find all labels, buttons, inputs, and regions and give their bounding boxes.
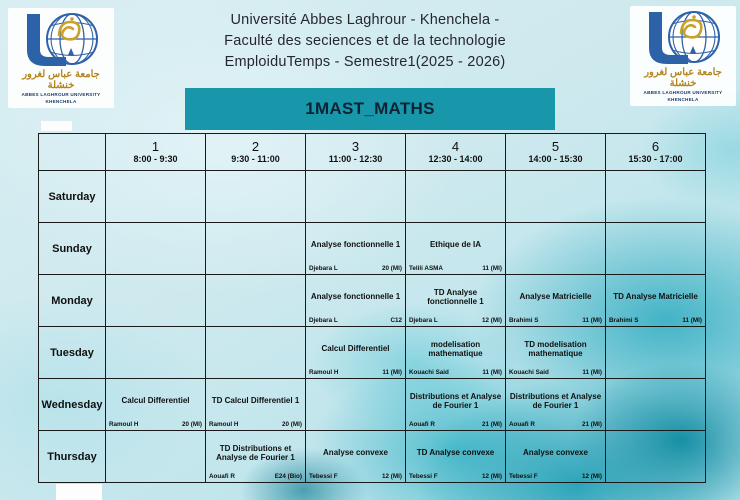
timetable-row xyxy=(39,275,706,327)
slot-header xyxy=(206,134,306,171)
slot-header xyxy=(306,134,406,171)
course-room: 20 (MI) xyxy=(382,265,402,272)
course-cell xyxy=(206,431,306,483)
title-line-3: EmploiduTemps - Semestre1(2025 - 2026) xyxy=(224,54,506,70)
empty-cell xyxy=(306,379,406,431)
course-meta xyxy=(209,473,302,480)
slot-header-row xyxy=(39,134,706,171)
course-title: Analyse fonctionnelle 1 xyxy=(310,240,401,249)
empty-cell xyxy=(106,275,206,327)
timetable-row xyxy=(39,327,706,379)
slot-time: 15:30 - 17:00 xyxy=(628,153,683,164)
course-title: TD Calcul Differentiel 1 xyxy=(211,396,300,405)
course-teacher: Telili ASMA xyxy=(409,265,443,272)
course-meta xyxy=(309,317,402,324)
course-teacher: Djebara L xyxy=(409,317,438,324)
course-cell xyxy=(206,379,306,431)
course-teacher: Tebessi F xyxy=(509,473,538,480)
course-room: E24 (Bio) xyxy=(274,473,302,480)
logo-arabic-text: جامعة عباس لغرور خنشلة xyxy=(644,67,722,89)
course-room: 21 (MI) xyxy=(582,421,602,428)
course-meta xyxy=(509,421,602,428)
course-room: 12 (MI) xyxy=(482,473,502,480)
day-label: Tuesday xyxy=(39,327,106,379)
slot-time: 14:00 - 15:30 xyxy=(528,153,583,164)
slot-time: 9:30 - 11:00 xyxy=(231,153,280,164)
course-room: 11 (MI) xyxy=(382,369,402,376)
course-title: Distributions et Analyse de Fourier 1 xyxy=(509,391,602,410)
course-title: Analyse convexe xyxy=(523,448,588,457)
course-cell xyxy=(306,431,406,483)
empty-cell xyxy=(506,223,606,275)
course-title: Analyse convexe xyxy=(323,448,388,457)
empty-cell xyxy=(606,327,706,379)
course-meta xyxy=(409,473,502,480)
course-teacher: Ramoul H xyxy=(309,369,339,376)
empty-cell xyxy=(606,223,706,275)
course-cell xyxy=(506,431,606,483)
slot-time: 11:00 - 12:30 xyxy=(328,153,383,164)
course-title: Calcul Differentiel xyxy=(121,396,190,405)
course-title: TD Analyse fonctionnelle 1 xyxy=(427,287,484,306)
day-label: Sunday xyxy=(39,223,106,275)
page-title xyxy=(150,10,580,73)
white-patch xyxy=(56,484,102,500)
course-meta xyxy=(509,369,602,376)
course-room: 11 (MI) xyxy=(582,369,602,376)
university-logo-left xyxy=(8,8,114,108)
day-label: Monday xyxy=(39,275,106,327)
title-line-1: Université Abbes Laghrour - Khenchela - xyxy=(230,12,500,28)
empty-cell xyxy=(606,171,706,223)
course-meta xyxy=(409,265,502,272)
course-title: Distributions et Analyse de Fourier 1 xyxy=(409,391,502,410)
course-room: 11 (MI) xyxy=(582,317,602,324)
course-teacher: Tebessi F xyxy=(409,473,438,480)
empty-cell xyxy=(106,431,206,483)
course-teacher: Aouafi R xyxy=(509,421,535,428)
empty-cell xyxy=(106,223,206,275)
course-meta xyxy=(309,369,402,376)
timetable xyxy=(38,133,706,483)
university-emblem-icon xyxy=(637,9,729,67)
slot-number: 2 xyxy=(251,138,260,154)
course-meta xyxy=(209,421,302,428)
slot-number: 5 xyxy=(551,138,560,154)
class-banner xyxy=(185,88,555,130)
empty-cell xyxy=(306,171,406,223)
logo-caption: ABBES LAGHROUR UNIVERSITY KHENCHELA xyxy=(643,90,723,102)
course-cell xyxy=(506,327,606,379)
slot-header xyxy=(406,134,506,171)
timetable-row xyxy=(39,171,706,223)
course-meta xyxy=(509,317,602,324)
course-title: Analyse Matricielle xyxy=(519,292,592,301)
empty-cell xyxy=(606,431,706,483)
slot-header xyxy=(506,134,606,171)
course-room: 12 (MI) xyxy=(582,473,602,480)
course-room: 11 (MI) xyxy=(482,265,502,272)
day-label: Wednesday xyxy=(39,379,106,431)
corner-cell xyxy=(39,134,106,171)
course-cell xyxy=(406,223,506,275)
course-teacher: Ramoul H xyxy=(209,421,239,428)
slot-time: 12:30 - 14:00 xyxy=(428,153,483,164)
course-cell xyxy=(606,275,706,327)
course-teacher: Tebessi F xyxy=(309,473,338,480)
course-room: 20 (MI) xyxy=(182,421,202,428)
course-meta xyxy=(609,317,702,324)
course-cell xyxy=(106,379,206,431)
course-title: TD Distributions et Analyse de Fourier 1 xyxy=(216,443,295,462)
course-meta xyxy=(509,473,602,480)
course-title: Analyse fonctionnelle 1 xyxy=(310,292,401,301)
course-teacher: Djebara L xyxy=(309,317,338,324)
course-meta xyxy=(409,317,502,324)
empty-cell xyxy=(406,171,506,223)
course-teacher: Djebara L xyxy=(309,265,338,272)
course-title: TD modelisation mathematique xyxy=(524,339,587,358)
course-teacher: Kouachi Said xyxy=(509,369,549,376)
course-title: Ethique de IA xyxy=(429,240,482,249)
timetable-row xyxy=(39,223,706,275)
course-cell xyxy=(506,275,606,327)
course-teacher: Kouachi Said xyxy=(409,369,449,376)
course-meta xyxy=(309,473,402,480)
timetable-row xyxy=(39,379,706,431)
logo-caption: ABBES LAGHROUR UNIVERSITY KHENCHELA xyxy=(21,92,101,104)
course-title: TD Analyse Matricielle xyxy=(613,292,698,301)
empty-cell xyxy=(106,327,206,379)
course-teacher: Brahimi S xyxy=(509,317,539,324)
empty-cell xyxy=(106,171,206,223)
title-line-2: Faculté des seciences et de la technologie xyxy=(224,33,506,49)
slot-number: 6 xyxy=(651,138,660,154)
class-name: 1MAST_MATHS xyxy=(305,99,435,118)
course-meta xyxy=(309,265,402,272)
course-title: TD Analyse convexe xyxy=(416,448,495,457)
course-room: 21 (MI) xyxy=(482,421,502,428)
course-room: 12 (MI) xyxy=(482,317,502,324)
university-logo-right xyxy=(630,6,736,106)
empty-cell xyxy=(206,171,306,223)
empty-cell xyxy=(206,327,306,379)
slot-number: 1 xyxy=(151,138,160,154)
course-cell xyxy=(406,327,506,379)
course-room: 11 (MI) xyxy=(482,369,502,376)
course-teacher: Aouafi R xyxy=(209,473,235,480)
course-cell xyxy=(406,431,506,483)
course-meta xyxy=(409,369,502,376)
course-meta xyxy=(109,421,202,428)
logo-arabic-text: جامعة عباس لغرور خنشلة xyxy=(22,69,100,91)
day-label: Saturday xyxy=(39,171,106,223)
slot-header xyxy=(106,134,206,171)
course-room: C12 xyxy=(390,317,402,324)
course-cell xyxy=(406,379,506,431)
slot-time: 8:00 - 9:30 xyxy=(133,153,178,164)
white-patch xyxy=(41,121,72,131)
course-cell xyxy=(306,327,406,379)
course-room: 12 (MI) xyxy=(382,473,402,480)
course-meta xyxy=(409,421,502,428)
slot-number: 3 xyxy=(351,138,360,154)
course-room: 20 (MI) xyxy=(282,421,302,428)
course-cell xyxy=(306,275,406,327)
timetable-row xyxy=(39,431,706,483)
course-teacher: Ramoul H xyxy=(109,421,139,428)
day-label: Thursday xyxy=(39,431,106,483)
empty-cell xyxy=(206,275,306,327)
course-title: modelisation mathematique xyxy=(428,339,483,358)
empty-cell xyxy=(206,223,306,275)
course-cell xyxy=(306,223,406,275)
empty-cell xyxy=(506,171,606,223)
course-teacher: Brahimi S xyxy=(609,317,639,324)
empty-cell xyxy=(606,379,706,431)
course-room: 11 (MI) xyxy=(682,317,702,324)
university-emblem-icon xyxy=(15,11,107,69)
course-title: Calcul Differentiel xyxy=(321,344,390,353)
slot-header xyxy=(606,134,706,171)
course-teacher: Aouafi R xyxy=(409,421,435,428)
course-cell xyxy=(506,379,606,431)
slot-number: 4 xyxy=(451,138,460,154)
course-cell xyxy=(406,275,506,327)
